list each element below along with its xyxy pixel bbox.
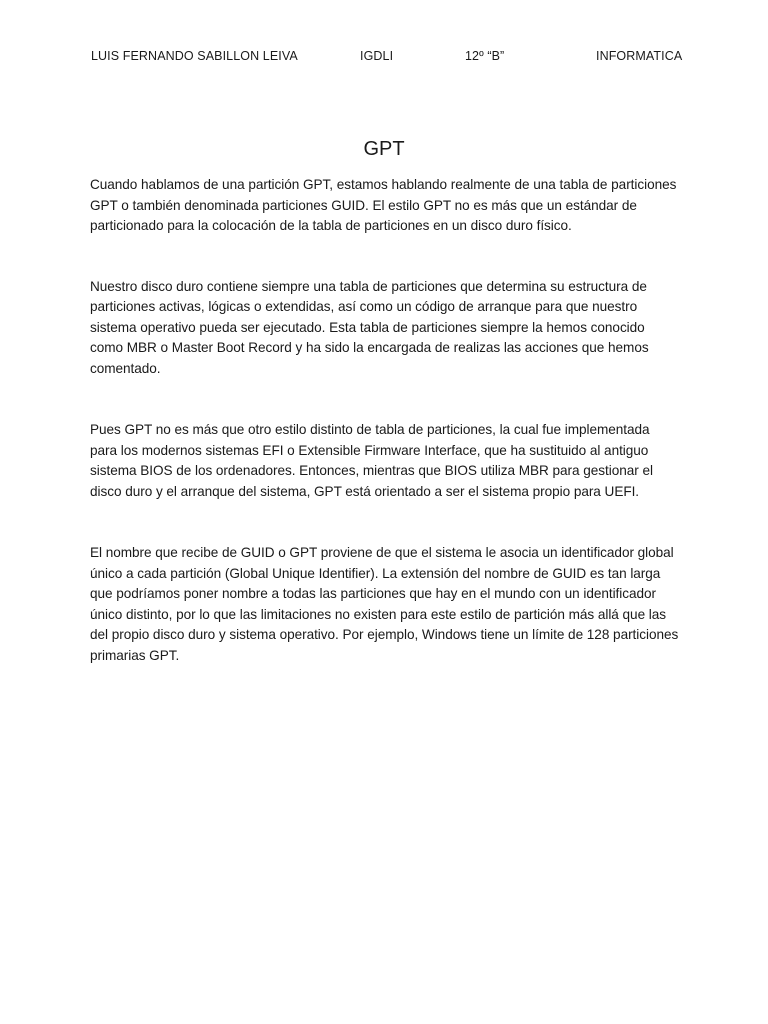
paragraph-4: El nombre que recibe de GUID o GPT proviene de que el sistema le asocia un identificador global único a cada partición (Global Unique Identifier). La extensión del nombre de GUID es tan larga que podríamos poner nombre a todas las particiones que hay en el mundo con un identificador único distinto, por lo que las limitaciones no existen para este estilo de partición más allá que las del propio disco duro y sistema operativo. Por ejemplo, Windows tiene un límite de 128 particiones primarias GPT. xyxy=(90,545,679,663)
header-school: IGDLI xyxy=(360,49,394,63)
paragraph-1: Cuando hablamos de una partición GPT, estamos hablando realmente de una tabla de particiones GPT o también denominada particiones GUID. El estilo GPT no es más que un estándar de particionado para la colocación de la tabla de particiones en un disco duro físico. xyxy=(90,177,677,233)
page-header xyxy=(0,47,768,65)
document-title: GPT xyxy=(363,138,405,160)
paragraph-3: Pues GPT no es más que otro estilo distinto de tabla de particiones, la cual fue implementada para los modernos sistemas EFI o Extensible Firmware Interface, que ha sustituido al antiguo sistema BIOS de los ordenadores. Entonces, mientras que BIOS utiliza MBR para gestionar el disco duro y el arranque del sistema, GPT está orientado a ser el sistema propio para UEFI. xyxy=(90,422,653,499)
header-grade: 12º “B” xyxy=(465,49,505,63)
document-body xyxy=(90,175,680,666)
header-author: LUIS FERNANDO SABILLON LEIVA xyxy=(91,49,298,63)
header-subject: INFORMATICA xyxy=(596,49,683,63)
paragraph-2: Nuestro disco duro contiene siempre una tabla de particiones que determina su estructura de particiones activas, lógicas o extendidas, así como un código de arranque para que nuestro sistema operativo pueda ser ejecutado. Esta tabla de particiones siempre la hemos conocido como MBR o Master Boot Record y ha sido la encargada de realizas las acciones que hemos comentado. xyxy=(90,278,649,376)
